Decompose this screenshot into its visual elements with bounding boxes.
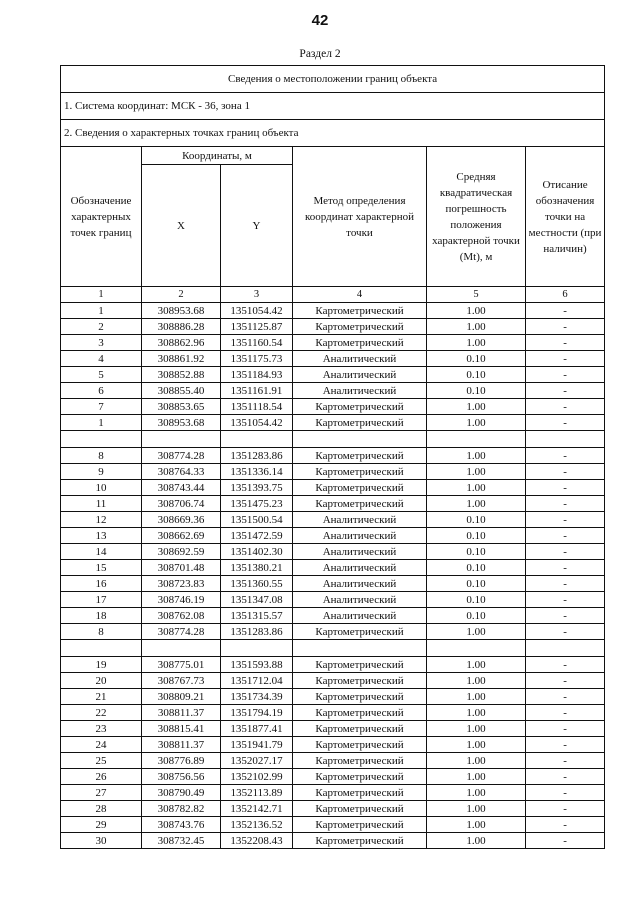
x-cell: 308886.28: [142, 319, 221, 335]
x-cell: 308852.88: [142, 367, 221, 383]
table-row: [61, 383, 605, 399]
table-row: [61, 528, 605, 544]
method-cell: Картометрический: [293, 335, 427, 351]
error-cell: 1.00: [427, 737, 526, 753]
column-number: 1: [61, 287, 142, 303]
method-cell: Аналитический: [293, 367, 427, 383]
description-cell: -: [526, 367, 605, 383]
table-row: [61, 512, 605, 528]
x-cell: 308855.40: [142, 383, 221, 399]
x-cell: 308811.37: [142, 705, 221, 721]
description-cell: -: [526, 319, 605, 335]
error-cell: 1.00: [427, 448, 526, 464]
y-cell: 1352027.17: [221, 753, 293, 769]
header-error: Средняя квадратическая погрешность положения характерной точки (Mt), м: [427, 147, 526, 287]
description-cell: -: [526, 383, 605, 399]
description-cell: -: [526, 576, 605, 592]
method-cell: Картометрический: [293, 399, 427, 415]
description-cell: -: [526, 721, 605, 737]
empty-cell: [293, 431, 427, 448]
error-cell: 0.10: [427, 576, 526, 592]
description-cell: -: [526, 592, 605, 608]
error-cell: 0.10: [427, 512, 526, 528]
table-row: [61, 673, 605, 689]
points-title-line: 2. Сведения о характерных точках границ объекта: [61, 120, 605, 147]
header-x: X: [142, 165, 221, 287]
x-cell: 308953.68: [142, 303, 221, 319]
error-cell: 1.00: [427, 335, 526, 351]
method-cell: Аналитический: [293, 592, 427, 608]
empty-cell: [526, 640, 605, 657]
y-cell: 1352102.99: [221, 769, 293, 785]
description-cell: -: [526, 496, 605, 512]
empty-cell: [61, 640, 142, 657]
error-cell: 1.00: [427, 721, 526, 737]
point-cell: 11: [61, 496, 142, 512]
method-cell: Картометрический: [293, 673, 427, 689]
method-cell: Картометрический: [293, 480, 427, 496]
empty-cell: [142, 640, 221, 657]
y-cell: 1351593.88: [221, 657, 293, 673]
description-cell: -: [526, 689, 605, 705]
method-cell: Картометрический: [293, 785, 427, 801]
table-row: [61, 769, 605, 785]
error-cell: 1.00: [427, 399, 526, 415]
error-cell: 1.00: [427, 689, 526, 705]
point-cell: 3: [61, 335, 142, 351]
error-cell: 0.10: [427, 383, 526, 399]
error-cell: 1.00: [427, 673, 526, 689]
error-cell: 0.10: [427, 592, 526, 608]
table-row: [61, 496, 605, 512]
description-cell: -: [526, 673, 605, 689]
x-cell: 308809.21: [142, 689, 221, 705]
x-cell: 308743.76: [142, 817, 221, 833]
x-cell: 308732.45: [142, 833, 221, 849]
method-cell: Аналитический: [293, 560, 427, 576]
error-cell: 1.00: [427, 624, 526, 640]
description-cell: -: [526, 464, 605, 480]
error-cell: 1.00: [427, 705, 526, 721]
empty-cell: [293, 640, 427, 657]
method-cell: Картометрический: [293, 657, 427, 673]
point-cell: 22: [61, 705, 142, 721]
point-cell: 4: [61, 351, 142, 367]
y-cell: 1351475.23: [221, 496, 293, 512]
column-number: 6: [526, 287, 605, 303]
error-cell: 0.10: [427, 560, 526, 576]
error-cell: 1.00: [427, 833, 526, 849]
table-row: [61, 480, 605, 496]
empty-cell: [61, 431, 142, 448]
y-cell: 1351175.73: [221, 351, 293, 367]
table-row: [61, 737, 605, 753]
header-method: Метод определения координат характерной точки: [293, 147, 427, 287]
table-row: [61, 576, 605, 592]
description-cell: -: [526, 303, 605, 319]
error-cell: 1.00: [427, 785, 526, 801]
x-cell: 308692.59: [142, 544, 221, 560]
error-cell: 1.00: [427, 801, 526, 817]
method-cell: Картометрический: [293, 753, 427, 769]
x-cell: 308774.28: [142, 624, 221, 640]
method-cell: Аналитический: [293, 383, 427, 399]
empty-cell: [427, 640, 526, 657]
y-cell: 1351118.54: [221, 399, 293, 415]
y-cell: 1351315.57: [221, 608, 293, 624]
table-row: [61, 689, 605, 705]
point-cell: 20: [61, 673, 142, 689]
error-cell: 1.00: [427, 753, 526, 769]
page-number: 42: [311, 12, 329, 29]
x-cell: 308764.33: [142, 464, 221, 480]
table-row: [61, 319, 605, 335]
error-cell: 1.00: [427, 657, 526, 673]
point-cell: 30: [61, 833, 142, 849]
method-cell: Аналитический: [293, 528, 427, 544]
error-cell: 0.10: [427, 528, 526, 544]
x-cell: 308767.73: [142, 673, 221, 689]
x-cell: 308861.92: [142, 351, 221, 367]
point-cell: 8: [61, 624, 142, 640]
table-row: [61, 817, 605, 833]
method-cell: Картометрический: [293, 496, 427, 512]
error-cell: 1.00: [427, 464, 526, 480]
method-cell: Картометрический: [293, 624, 427, 640]
table-body: [61, 303, 605, 849]
table-row: [61, 367, 605, 383]
header-point-designation: Обозначение характерных точек границ: [61, 147, 142, 287]
y-cell: 1352113.89: [221, 785, 293, 801]
point-cell: 1: [61, 303, 142, 319]
empty-cell: [221, 431, 293, 448]
point-cell: 10: [61, 480, 142, 496]
table-row: [61, 721, 605, 737]
point-cell: 2: [61, 319, 142, 335]
y-cell: 1352136.52: [221, 817, 293, 833]
error-cell: 1.00: [427, 817, 526, 833]
method-cell: Картометрический: [293, 448, 427, 464]
y-cell: 1351283.86: [221, 624, 293, 640]
point-cell: 28: [61, 801, 142, 817]
point-cell: 19: [61, 657, 142, 673]
point-cell: 17: [61, 592, 142, 608]
description-cell: -: [526, 399, 605, 415]
x-cell: 308762.08: [142, 608, 221, 624]
y-cell: 1351184.93: [221, 367, 293, 383]
x-cell: 308662.69: [142, 528, 221, 544]
x-cell: 308756.56: [142, 769, 221, 785]
table-row: [61, 753, 605, 769]
y-cell: 1351941.79: [221, 737, 293, 753]
x-cell: 308782.82: [142, 801, 221, 817]
point-cell: 18: [61, 608, 142, 624]
x-cell: 308862.96: [142, 335, 221, 351]
x-cell: 308853.65: [142, 399, 221, 415]
y-cell: 1351734.39: [221, 689, 293, 705]
method-cell: Картометрический: [293, 721, 427, 737]
description-cell: -: [526, 624, 605, 640]
description-cell: -: [526, 512, 605, 528]
method-cell: Картометрический: [293, 769, 427, 785]
x-cell: 308790.49: [142, 785, 221, 801]
x-cell: 308743.44: [142, 480, 221, 496]
blank-separator-row: [61, 431, 605, 448]
x-cell: 308775.01: [142, 657, 221, 673]
point-cell: 24: [61, 737, 142, 753]
x-cell: 308811.37: [142, 737, 221, 753]
column-number: 5: [427, 287, 526, 303]
table-row: [61, 833, 605, 849]
description-cell: -: [526, 608, 605, 624]
method-cell: Аналитический: [293, 351, 427, 367]
x-cell: 308706.74: [142, 496, 221, 512]
column-number: 3: [221, 287, 293, 303]
x-cell: 308723.83: [142, 576, 221, 592]
y-cell: 1351360.55: [221, 576, 293, 592]
table-row: [61, 415, 605, 431]
table-row: [61, 608, 605, 624]
description-cell: -: [526, 817, 605, 833]
description-cell: -: [526, 448, 605, 464]
table-row: [61, 399, 605, 415]
description-cell: -: [526, 560, 605, 576]
method-cell: Картометрический: [293, 705, 427, 721]
y-cell: 1351054.42: [221, 303, 293, 319]
empty-cell: [526, 431, 605, 448]
boundary-points-table: [60, 65, 605, 849]
y-cell: 1351054.42: [221, 415, 293, 431]
point-cell: 29: [61, 817, 142, 833]
description-cell: -: [526, 528, 605, 544]
point-cell: 15: [61, 560, 142, 576]
description-cell: -: [526, 335, 605, 351]
method-cell: Аналитический: [293, 544, 427, 560]
y-cell: 1351283.86: [221, 448, 293, 464]
blank-separator-row: [61, 640, 605, 657]
error-cell: 1.00: [427, 319, 526, 335]
y-cell: 1351402.30: [221, 544, 293, 560]
description-cell: -: [526, 415, 605, 431]
section-label: Раздел 2: [299, 48, 341, 60]
method-cell: Аналитический: [293, 576, 427, 592]
y-cell: 1351393.75: [221, 480, 293, 496]
table-row: [61, 464, 605, 480]
description-cell: -: [526, 785, 605, 801]
description-cell: -: [526, 351, 605, 367]
description-cell: -: [526, 657, 605, 673]
description-cell: -: [526, 737, 605, 753]
empty-cell: [427, 431, 526, 448]
description-cell: -: [526, 769, 605, 785]
point-cell: 16: [61, 576, 142, 592]
y-cell: 1351712.04: [221, 673, 293, 689]
table-row: [61, 801, 605, 817]
point-cell: 1: [61, 415, 142, 431]
method-cell: Картометрический: [293, 303, 427, 319]
boundary-points-table-container: [60, 65, 604, 849]
column-number: 2: [142, 287, 221, 303]
point-cell: 23: [61, 721, 142, 737]
y-cell: 1351161.91: [221, 383, 293, 399]
y-cell: 1352208.43: [221, 833, 293, 849]
y-cell: 1351500.54: [221, 512, 293, 528]
error-cell: 1.00: [427, 303, 526, 319]
y-cell: 1351347.08: [221, 592, 293, 608]
x-cell: 308746.19: [142, 592, 221, 608]
table-row: [61, 560, 605, 576]
point-cell: 9: [61, 464, 142, 480]
table-row: [61, 624, 605, 640]
x-cell: 308776.89: [142, 753, 221, 769]
method-cell: Картометрический: [293, 801, 427, 817]
table-row: [61, 657, 605, 673]
header-description: Отисание обозначения точки на местности (при наличин): [526, 147, 605, 287]
y-cell: 1351336.14: [221, 464, 293, 480]
error-cell: 1.00: [427, 480, 526, 496]
method-cell: Картометрический: [293, 817, 427, 833]
y-cell: 1351125.87: [221, 319, 293, 335]
table-row: [61, 705, 605, 721]
x-cell: 308701.48: [142, 560, 221, 576]
error-cell: 1.00: [427, 769, 526, 785]
method-cell: Картометрический: [293, 415, 427, 431]
description-cell: -: [526, 705, 605, 721]
point-cell: 5: [61, 367, 142, 383]
table-row: [61, 785, 605, 801]
point-cell: 25: [61, 753, 142, 769]
table-title: Сведения о местоположении границ объекта: [61, 66, 605, 93]
error-cell: 1.00: [427, 415, 526, 431]
x-cell: 308774.28: [142, 448, 221, 464]
description-cell: -: [526, 544, 605, 560]
error-cell: 0.10: [427, 367, 526, 383]
description-cell: -: [526, 833, 605, 849]
method-cell: Аналитический: [293, 512, 427, 528]
table-row: [61, 351, 605, 367]
y-cell: 1352142.71: [221, 801, 293, 817]
method-cell: Картометрический: [293, 464, 427, 480]
point-cell: 7: [61, 399, 142, 415]
method-cell: Картометрический: [293, 833, 427, 849]
point-cell: 26: [61, 769, 142, 785]
empty-cell: [221, 640, 293, 657]
table-row: [61, 448, 605, 464]
x-cell: 308669.36: [142, 512, 221, 528]
y-cell: 1351472.59: [221, 528, 293, 544]
header-y: Y: [221, 165, 293, 287]
y-cell: 1351380.21: [221, 560, 293, 576]
point-cell: 12: [61, 512, 142, 528]
method-cell: Картометрический: [293, 737, 427, 753]
point-cell: 27: [61, 785, 142, 801]
method-cell: Аналитический: [293, 608, 427, 624]
description-cell: -: [526, 801, 605, 817]
empty-cell: [142, 431, 221, 448]
error-cell: 0.10: [427, 608, 526, 624]
table-row: [61, 544, 605, 560]
method-cell: Картометрический: [293, 319, 427, 335]
header-coordinates: Координаты, м: [142, 147, 293, 165]
point-cell: 13: [61, 528, 142, 544]
x-cell: 308953.68: [142, 415, 221, 431]
error-cell: 0.10: [427, 544, 526, 560]
error-cell: 0.10: [427, 351, 526, 367]
table-row: [61, 335, 605, 351]
table-row: [61, 592, 605, 608]
description-cell: -: [526, 753, 605, 769]
method-cell: Картометрический: [293, 689, 427, 705]
point-cell: 6: [61, 383, 142, 399]
coord-system-line: 1. Система координат: МСК - 36, зона 1: [61, 93, 605, 120]
point-cell: 8: [61, 448, 142, 464]
y-cell: 1351877.41: [221, 721, 293, 737]
y-cell: 1351794.19: [221, 705, 293, 721]
error-cell: 1.00: [427, 496, 526, 512]
point-cell: 14: [61, 544, 142, 560]
table-row: [61, 303, 605, 319]
y-cell: 1351160.54: [221, 335, 293, 351]
description-cell: -: [526, 480, 605, 496]
x-cell: 308815.41: [142, 721, 221, 737]
column-number: 4: [293, 287, 427, 303]
point-cell: 21: [61, 689, 142, 705]
